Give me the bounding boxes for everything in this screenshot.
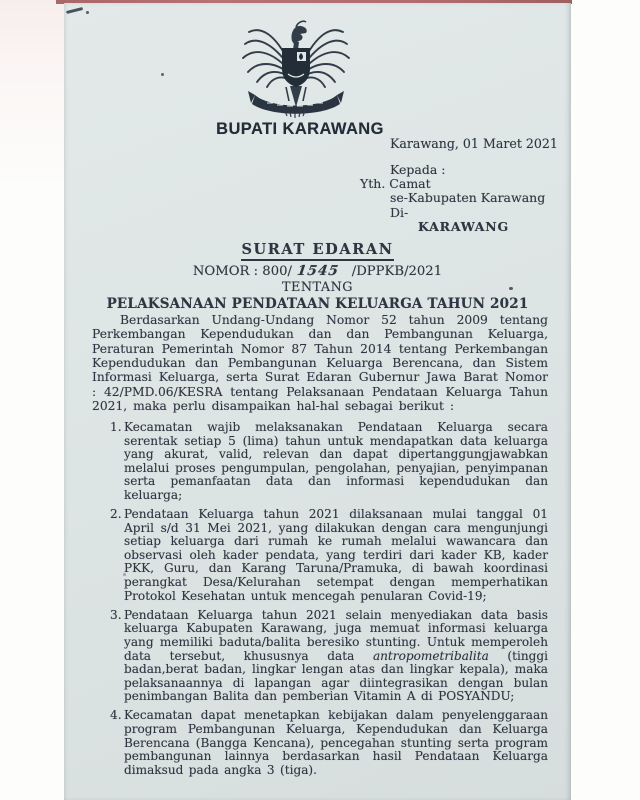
letter-title: SURAT EDARAN [241, 241, 393, 261]
opening-paragraph: Berdasarkan Undang-Undang Nomor 52 tahun 2009 tentang Perkembangan Kependudukan dan dan Pembangunan Keluarga, Peraturan Pemerintah Nomor 87 Tahun 2014 tentang Perkembangan Kependudukan dan Pembangunan Keluarga Berencana, dan Sistem Informasi Keluarga, serta Surat Edaran Gubernur Jawa Barat Nomor : 42/PMD.06/KESRA tentang Pelaksanaan Pendataan Keluarga Tahun 2021, maka perlu disampaikan hal-hal sebagai berikut : [92, 313, 548, 414]
list-item [110, 609, 548, 704]
address-city: KARAWANG [418, 218, 509, 234]
list-item-number: 4. [110, 708, 122, 723]
address-recipient: Camat [389, 176, 431, 192]
list-item-text: Pendataan Keluarga tahun 2021 selain menyediakan data basis keluarga Kabupaten Karawang, juga memuat informasi keluarga yang memiliki baduta/balita beresiko stunting. Untuk memperoleh data tersebut, khususnya data [124, 607, 548, 663]
numbered-list [110, 421, 548, 783]
letter-subject: PELAKSANAAN PENDATAAN KELUARGA TAHUN 2021 [106, 296, 529, 312]
list-item [110, 709, 548, 777]
list-item [110, 421, 548, 503]
address-di: Di- [390, 204, 409, 220]
list-item-number: 3. [110, 607, 122, 622]
letter-number-line [64, 263, 571, 279]
letter-number-suffix: /DPPKB/2021 [351, 264, 443, 279]
letter-title-block [64, 239, 571, 312]
list-item-italic: antropometribalita [372, 648, 489, 663]
tentang-label: TENTANG [281, 280, 354, 295]
list-item-text: Kecamatan dapat menetapkan kebijakan dalam penyelenggaraan program Pembangunan Keluarga, Kependudukan dan Keluarga Berencana (Bangga Kencana), pencegahan stunting serta program pembangunan lainnya berdasarkan hasil Pendataan Keluarga dimaksud pada angka 3 (tiga). [124, 708, 548, 777]
letterhead-title: BUPATI KARAWANG [216, 120, 384, 138]
garuda-pancasila-emblem [241, 17, 351, 119]
letter-number-handwritten: 1545 [295, 263, 340, 279]
list-item [110, 508, 548, 603]
photo-margin-tint [0, 0, 64, 180]
list-item-number: 2. [110, 507, 122, 522]
paper-speck [161, 73, 164, 76]
place-date: Karawang, 01 Maret 2021 [390, 136, 558, 151]
address-yth: Yth. [360, 176, 386, 192]
staple-dot [86, 11, 89, 14]
list-item-text: Pendataan Keluarga tahun 2021 dilaksanaan mulai tanggal 01 April s/d 31 Mei 2021, yang dilakukan dengan cara mengunjungi setiap keluarga dari rumah ke rumah melalui wawancara dan observasi oleh kader pendata, yang terdiri dari kader KB, kader PKK, Guru, dan Karang Taruna/Pramuka, di bawah koordinasi perangkat Desa/Kelurahan setempat dengan memperhatikan Protokol Kesehatan untuk mencegah penularan Covid-19; [124, 507, 548, 603]
list-item-number: 1. [110, 420, 122, 434]
list-item-text: (tinggi badan,berat badan, lingkar lengan atas dan lingkar kepala), maka pelaksanaannya di lapangan agar diintegrasikan dengan bulan penimbangan Balita dan pemberian Vitamin A di POSYANDU; [124, 648, 549, 704]
address-region: se-Kabupaten Karawang [390, 190, 546, 206]
letter-number-prefix: NOMOR : 800/ [192, 264, 292, 279]
address-kepada: Kepada : [390, 162, 446, 177]
address-block [360, 163, 545, 234]
address-recipient-row [360, 177, 545, 191]
list-item-text: Kecamatan wajib melaksanakan Pendataan Keluarga secara serentak setiap 5 (lima) tahun untuk mendapatkan data keluarga yang akurat, valid, relevan dan dapat dipertanggungjawabkan melalui proses pengumpulan, pengolahan, penyajian, penyimpanan serta pemanfaatan data dan informasi kependudukan dan keluarga; [124, 420, 548, 502]
